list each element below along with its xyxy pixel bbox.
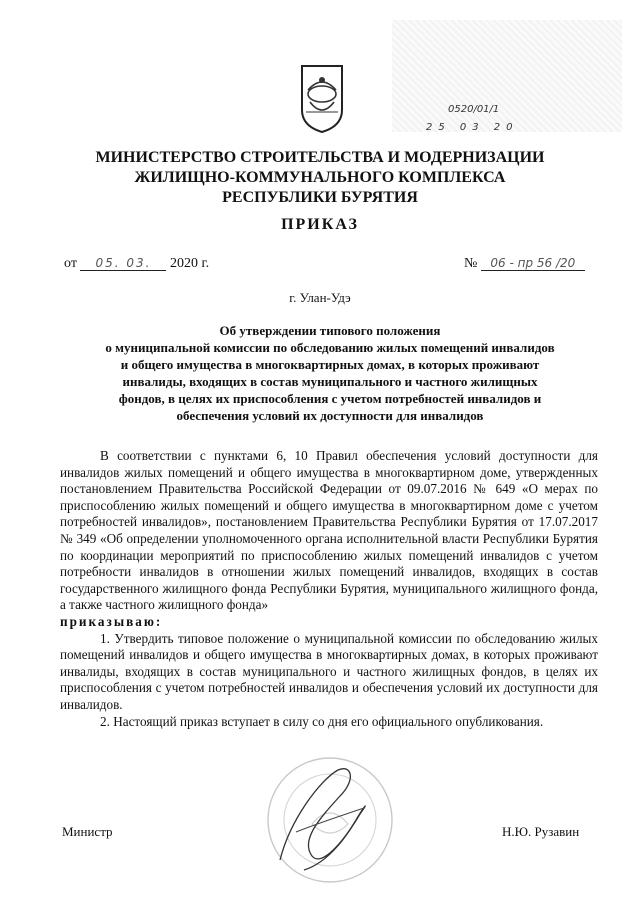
number-handwritten: 06 - пр 56 /20 <box>481 256 585 271</box>
date-handwritten: 05. 03. <box>80 256 166 271</box>
ministry-title-line1: МИНИСТЕРСТВО СТРОИТЕЛЬСТВА И МОДЕРНИЗАЦИИ <box>95 149 545 166</box>
date-prefix: от <box>64 256 77 271</box>
signatory-role: Министр <box>62 824 113 839</box>
subject-line6: обеспечения условий их доступности для инвалидов <box>176 408 484 423</box>
preamble-paragraph: В соответствии с пунктами 6, 10 Правил обеспечения условий доступности для инвалидов жилых помещений и общего имущества в многоквартирном доме, утвержденных постановлением Правительства Российской Федерации от 09.07.2016 № 649 «О мерах по приспособлению жилых помещений и общего имущества в многоквартирном доме с учетом потребностей инвалидов», постановлением Правительства Республики Бурятия от 17.07.2017 № 349 «Об определении уполномоченного органа исполнительной власти Республики Бурятия по координации мероприятий по приспособлению жилых помещений инвалидов с учетом потребности инвалидов в отношении жилых помещений инвалидов, входящих в состав государственного жилищного фонда Республики Бурятия, муниципального жилищного фонда, а также частного жилищного фонда» <box>60 448 598 613</box>
city: г. Улан-Удэ <box>289 290 351 305</box>
command-word: приказываю: <box>60 613 163 629</box>
order-body <box>60 448 598 730</box>
number-prefix: № <box>464 256 478 271</box>
registration-date: 25 03 20 <box>426 122 519 133</box>
signatory-name: Н.Ю. Рузавин <box>502 824 580 839</box>
subject-line4: инвалиды, входящих в состав муниципального и частного жилищных <box>122 374 538 389</box>
subject-line3: и общего имущества в многоквартирных домах, в которых проживают <box>120 357 540 372</box>
order-item-2: 2. Настоящий приказ вступает в силу со дня его официального опубликования. <box>100 713 544 729</box>
handwritten-signature <box>260 760 380 880</box>
ministry-title-line2: ЖИЛИЩНО-КОММУНАЛЬНОГО КОМПЛЕКСА <box>134 169 506 186</box>
registration-number: 0520/01/1 <box>448 104 500 115</box>
order-subject <box>60 322 600 424</box>
subject-line2: о муниципальной комиссии по обследованию жилых помещений инвалидов <box>105 340 555 355</box>
order-item-1: 1. Утвердить типовое положение о муниципальной комиссии по обследованию жилых помещений инвалидов и общего имущества в многоквартирных домах, в которых проживают инвалиды, входящих в состав муниципального и частного жилищных фондов, в целях их приспособления с учетом потребностей инвалидов и обеспечения условий их доступности для инвалидов. <box>60 630 598 712</box>
ministry-title-line3: РЕСПУБЛИКИ БУРЯТИЯ <box>222 189 418 206</box>
registration-stamp <box>392 20 622 132</box>
ministry-title <box>0 148 640 208</box>
subject-line1: Об утверждении типового положения <box>219 323 441 338</box>
date-suffix: 2020 г. <box>169 256 210 271</box>
document-type: ПРИКАЗ <box>281 216 359 233</box>
coat-of-arms-icon <box>298 60 346 134</box>
order-number <box>464 256 585 272</box>
order-date <box>64 256 209 272</box>
subject-line5: фондов, в целях их приспособления с учетом потребностей инвалидов и <box>118 391 542 406</box>
